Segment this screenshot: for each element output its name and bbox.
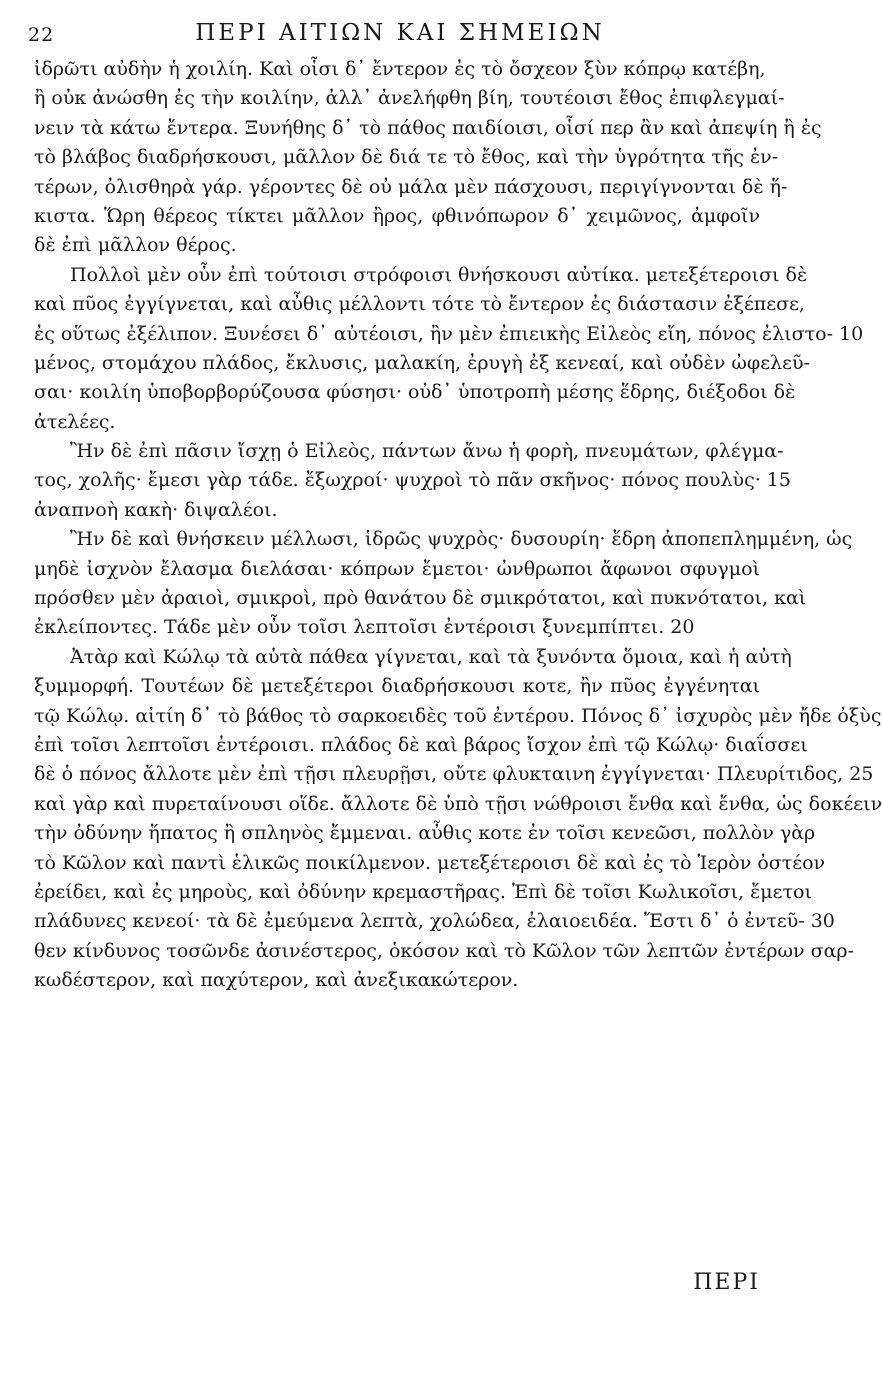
text-line: ἀναπνοὴ κακὴ· διψαλέοι. <box>34 498 278 521</box>
text-line: Ἀτὰρ καὶ Κώλῳ τὰ αὐτὰ πάθεα γίγνεται, καὶ τὰ ξυνόντα ὅμοια, καὶ ἡ αὐτὴ <box>70 645 792 668</box>
text-line: νειν τὰ κάτω ἔντερα. Ξυνήθης δ᾽ τὸ πάθος παιδίοισι, οἷσί περ ἂν καὶ ἀπεψίη ἢ ἐς <box>34 116 822 139</box>
text-line: καὶ γὰρ καὶ πυρεταίνουσι οἵδε. ἄλλοτε δὲ ὑπὸ τῇσι νώθροισι ἔνθα καὶ ἔνθα, ὡς δοκέειν <box>34 792 882 815</box>
text-line: σαι· κοιλίη ὑποβορβορύζουσα φύσησι· οὐδ᾽ ὑποτροπὴ μέσης ἕδρης, διέξοδοι δὲ <box>34 381 796 404</box>
text-line: μηδὲ ἰσχνὸν ἔλασμα διελάσαι· κόπρων ἔμετοι· ὠνθρωποι ἄφωνοι σφυγμοὶ <box>34 557 760 580</box>
text-line: Πολλοὶ μὲν οὖν ἐπὶ τούτοισι στρόφοισι θνήσκουσι αὐτίκα. μετεξέτεροισι δὲ <box>70 263 808 286</box>
text-line: ἐπὶ τοῖσι λεπτοῖσι ἐντέροισι. πλάδος δὲ καὶ βάρος ἴσχον ἐπὶ τῷ Κώλῳ· διαΐσσει <box>34 733 808 756</box>
text-line: τέρων, ὀλισθηρὰ γάρ. γέροντες δὲ οὐ μάλα μὲν πάσχουσι, περιγίγνονται δὲ ἥ- <box>34 175 788 198</box>
text-line: ἢ οὐκ ἀνώσθη ἐς τὴν κοιλίην, ἀλλ᾽ ἀνελήφθη βίη, τουτέοισι ἔθος ἐπιφλεγμαί- <box>34 87 785 110</box>
text-line: Ἢν δὲ ἐπὶ πᾶσιν ἴσχῃ ὁ Εἰλεὸς, πάντων ἄνω ἡ φορὴ, πνευμάτων, φλέγμα- <box>70 440 784 463</box>
text-line: τος, χολῆς· ἔμεσι γὰρ τάδε. ἔξωχροί· ψυχροὶ τὸ πᾶν σκῆνος· πόνος πουλὺς· 15 <box>34 469 791 492</box>
text-line: δὲ ὁ πόνος ἄλλοτε μὲν ἐπὶ τῇσι πλευρῇσι, οὔτε φλυκταινη ἐγγίγνεται· Πλευρίτιδος, 25 <box>34 763 874 786</box>
text-line: ἐρείδει, καὶ ἐς μηροὺς, καὶ ὀδύνην κρεμαστῆρας. Ἐπὶ δὲ τοῖσι Κωλικοῖσι, ἔμετοι <box>34 880 812 903</box>
text-line: καὶ πῦος ἐγγίγνεται, καὶ αὖθις μέλλοντι τότε τὸ ἔντερον ἐς διάστασιν ἐξέπεσε, <box>34 293 805 316</box>
text-line: τῷ Κώλῳ. αἰτίη δ᾽ τὸ βάθος τὸ σαρκοειδὲς τοῦ ἐντέρου. Πόνος δ᾽ ἰσχυρὸς μὲν ἤδε ὀξὺς <box>34 704 882 727</box>
text-line: τὸ Κῶλον καὶ παντὶ ἑλικῶς ποικίλμενον. μετεξέτεροισι δὲ καὶ ἐς τὸ Ἱερὸν ὀστέον <box>34 851 826 874</box>
body-text <box>34 55 882 996</box>
running-head: ΠΕΡΙ ΑΙΤΙΩΝ ΚΑΙ ΣΗΜΕΙΩΝ <box>195 20 605 46</box>
text-line: Ἢν δὲ καὶ θνήσκειν μέλλωσι, ἱδρῶς ψυχρὸς· δυσουρίη· ἕδρη ἀποπεπλημμένη, ὡς <box>70 528 853 551</box>
text-line: ξυμμορφή. Τουτέων δὲ μετεξέτεροι διαδρήσκουσι κοτε, ἢν πῦος ἐγγένηται <box>34 675 760 698</box>
text-line: ἐς οὕτως ἐξέλιπον. Ξυνέσει δ᾽ αὐτέοισι, ἢν μὲν ἐπιεικὴς Εἰλεὸς εἴη, πόνος ἐλιστο- 10 <box>34 322 864 345</box>
text-line: θεν κίνδυνος τοσῶνδε ἀσινέστερος, ὁκόσον καὶ τὸ Κῶλον τῶν λεπτῶν ἐντέρων σαρ- <box>34 939 854 962</box>
text-line: τὴν ὀδύνην ἥπατος ἢ σπληνὸς ἔμμεναι. αὖθις κοτε ἐν τοῖσι κενεῶσι, πολλὸν γὰρ <box>34 822 816 845</box>
text-line: ἀτελέες. <box>34 410 116 433</box>
page-number: 22 <box>28 24 55 46</box>
text-line: μένος, στομάχου πλάδος, ἔκλυσις, μαλακίη, ἐρυγὴ ἐξ κενεαί, καὶ οὐδὲν ὠφελεῦ- <box>34 351 810 374</box>
text-line: πρόσθεν μὲν ἀραιοὶ, σμικροὶ, πρὸ θανάτου δὲ σμικρότατοι, καὶ πυκνότατοι, καὶ <box>34 587 807 610</box>
text-line: πλάδυνες κενεοί· τὰ δὲ ἐμεύμενα λεπτὰ, χολώδεα, ἐλαιοειδέα. Ἔστι δ᾽ ὁ ἐντεῦ- 30 <box>34 910 835 933</box>
text-line: δὲ ἐπὶ μᾶλλον θέρος. <box>34 234 237 257</box>
catchword: ΠΕΡΙ <box>693 1270 760 1295</box>
text-line: ἐκλείποντες. Τάδε μὲν οὖν τοῖσι λεπτοῖσι ἐντέροισι ξυνεμπίπτει. 20 <box>34 616 695 639</box>
page-header <box>0 14 800 54</box>
text-line: ἰδρῶτι αὐδὴν ἡ χοιλίη. Καὶ οἷσι δ᾽ ἔντερον ἐς τὸ ὄσχεον ξὺν κόπρῳ κατέβη, <box>34 58 766 80</box>
text-line: τὸ βλάβος διαδρήσκουσι, μᾶλλον δὲ διά τε τὸ ἔθος, καὶ τὴν ὑγρότητα τῆς ἐν- <box>34 146 779 169</box>
text-line: κωδέστερον, καὶ παχύτερον, καὶ ἀνεξικακώτερον. <box>34 969 519 992</box>
text-line: κιστα. Ὥρη θέρεος τίκτει μᾶλλον ἢρος, φθινόπωρον δ᾽ χειμῶνος, ἀμφοῖν <box>34 204 760 227</box>
